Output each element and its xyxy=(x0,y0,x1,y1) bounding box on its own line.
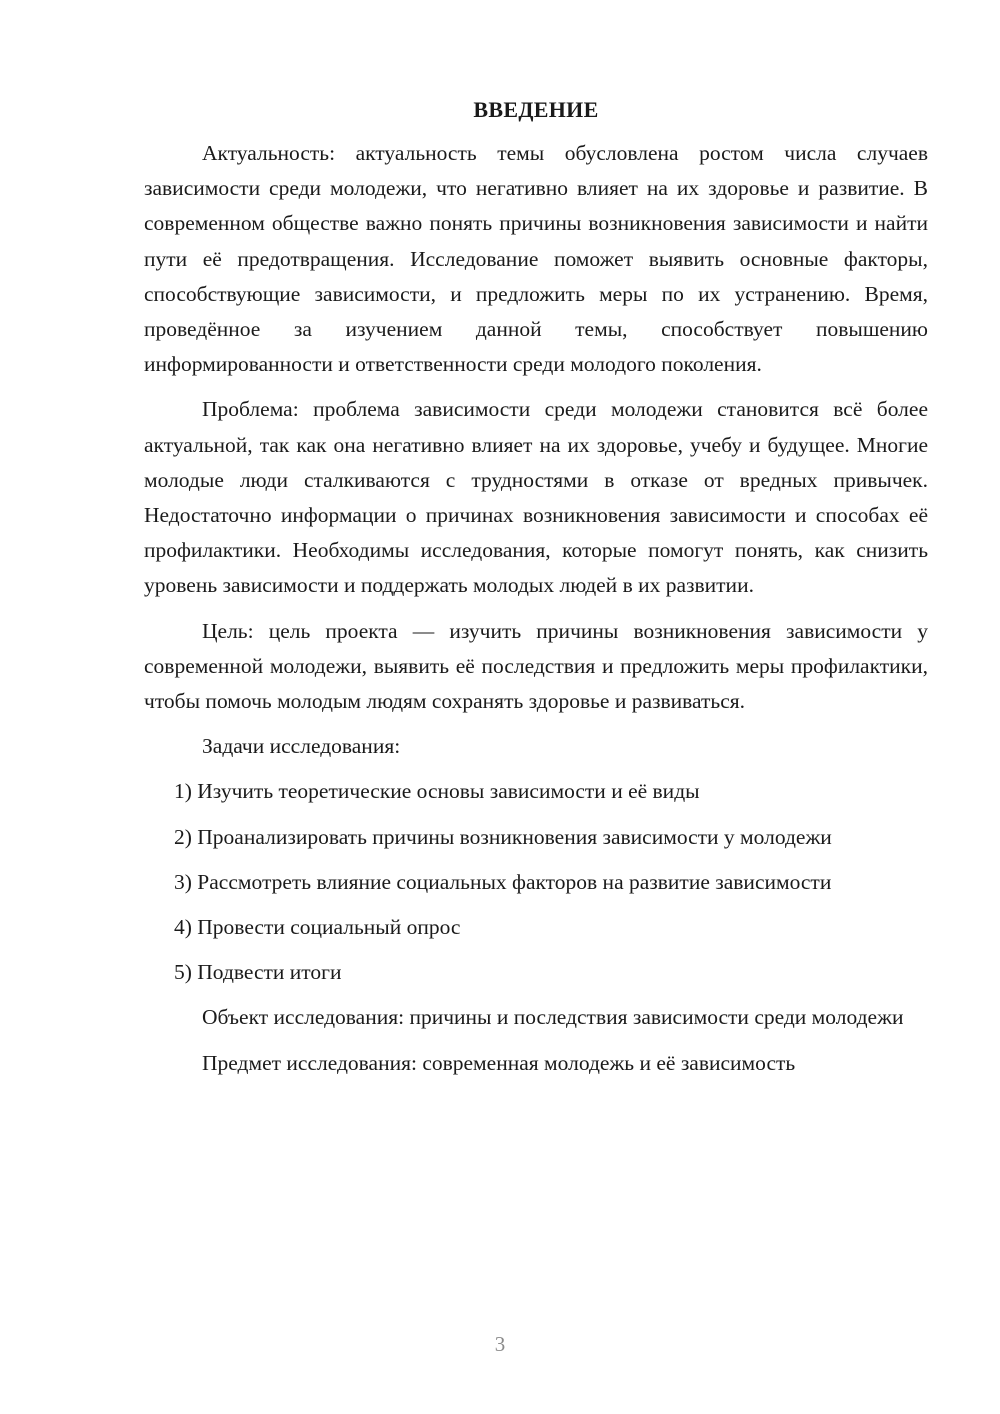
document-page xyxy=(144,92,928,1091)
paragraph-relevance: Актуальность: актуальность темы обусловлена ростом числа случаев зависимости среди молодежи, что негативно влияет на их здоровье и развитие. В современном обществе важно понять причины возникновения зависимости и найти пути её предотвращения. Исследование поможет выявить основные факторы, способствующие зависимости, и предложить меры по их устранению. Время, проведённое за изучением данной темы, способствует повышению информированности и ответственности среди молодого поколения. xyxy=(144,141,928,377)
task-item-4: 4) Провести социальный опрос xyxy=(174,915,461,940)
paragraph-problem: Проблема: проблема зависимости среди молодежи становится всё более актуальной, так как она негативно влияет на их здоровье, учебу и будущее. Многие молодые люди сталкиваются с трудностями в отказе от вредных привычек. Недостаточно информации о причинах возникновения зависимости и способах её профилактики. Необходимы исследования, которые помогут понять, как снизить уровень зависимости и поддержать молодых людей в их развитии. xyxy=(144,397,928,598)
tasks-heading: Задачи исследования: xyxy=(202,734,401,759)
task-item-1: 1) Изучить теоретические основы зависимости и её виды xyxy=(174,779,700,804)
paragraph-subject: Предмет исследования: современная молодежь и её зависимость xyxy=(202,1050,796,1075)
page-number: 3 xyxy=(494,1332,506,1356)
paragraph-goal: Цель: цель проекта — изучить причины возникновения зависимости у современной молодежи, выявить её последствия и предложить меры профилактики, чтобы помочь молодым людям сохранять здоровье и развиваться. xyxy=(144,618,928,714)
paragraph-object: Объект исследования: причины и последствия зависимости среди молодежи xyxy=(202,1005,904,1030)
task-item-5: 5) Подвести итоги xyxy=(174,960,342,985)
page-title: ВВЕДЕНИЕ xyxy=(473,97,599,122)
task-item-3: 3) Рассмотреть влияние социальных факторов на развитие зависимости xyxy=(174,869,832,894)
task-item-2: 2) Проанализировать причины возникновения зависимости у молодежи xyxy=(174,824,832,849)
